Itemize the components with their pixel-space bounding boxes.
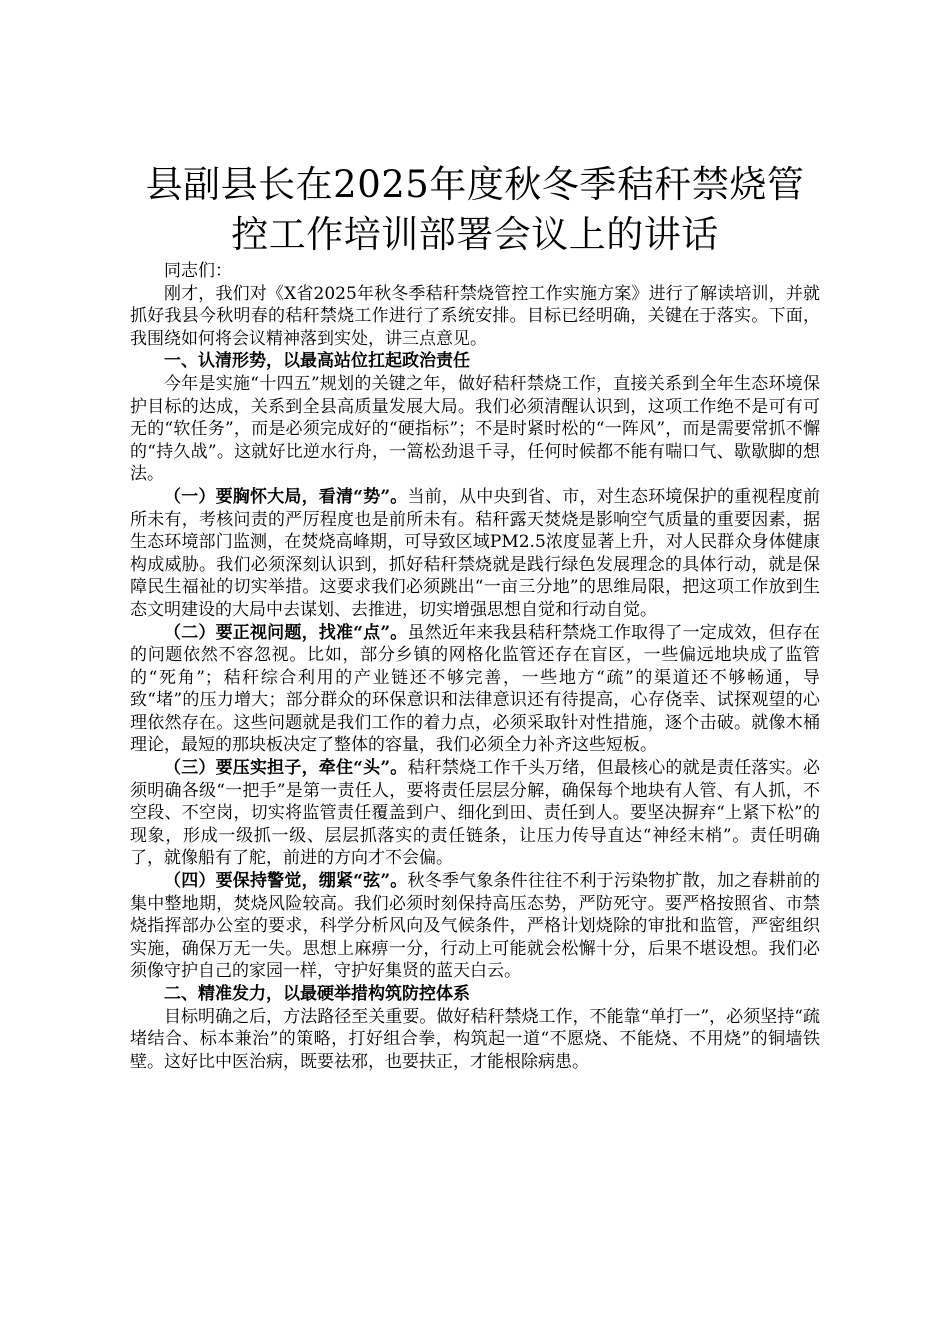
subsection-1-lead: （一）要胸怀大局，看清“势”。: [164, 486, 408, 507]
subsection-4-text: 秋冬季气象条件往往不利于污染物扩散，加之春耕前的集中整地期，焚烧风险较高。我们必须时刻保持高压态势，严防死守。要严格按照省、市禁烧指挥部办公室的要求，科学分析风向及气候条件，严格计划烧除的审批和监管，严密组织实施，确保万无一失。思想上麻痹一分，行动上可能就会松懈十分，后果不堪设想。我们必须像守护自己的家园一样，守护好集贤的蓝天白云。: [130, 871, 821, 982]
subsection-1-text: 当前，从中央到省、市，对生态环境保护的重视程度前所未有，考核问责的严厉程度也是前所未有。秸秆露天焚烧是影响空气质量的重要因素，据生态环境部门监测，在焚烧高峰期，可导致区域PM2.5浓度显著上升，对人民群众身体健康构成威胁。我们必须深刻认识到，抓好秸秆禁烧就是践行绿色发展理念的具体行动，就是保障民生福祉的切实举措。这要求我们必须跳出“一亩三分地”的思维局限，把这项工作放到生态文明建设的大局中去谋划、去推进，切实增强思想自觉和行动自觉。: [130, 486, 821, 620]
subsection-4: [130, 870, 820, 983]
section-1-heading: 一、认清形势，以最高站位扛起政治责任: [164, 351, 470, 372]
subsection-1: [130, 486, 820, 622]
section-2-heading: 二、精准发力，以最硬举措构筑防控体系: [164, 984, 470, 1004]
subsection-4-lead: （四）要保持警觉，绷紧“弦”。: [164, 871, 408, 892]
subsection-3-lead: （三）要压实担子，牵住“头”。: [164, 758, 408, 779]
salutation: 同志们：: [164, 261, 232, 281]
section-2-paragraph: 目标明确之后，方法路径至关重要。做好秸秆禁烧工作，不能靠“单打一”，必须坚持“疏堵结合、标本兼治”的策略，打好组合拳，构筑起一道“不愿烧、不能烧、不用烧”的铜墙铁壁。这好比中医治病，既要祛邪，也要扶正，才能根除病患。: [130, 1006, 820, 1072]
document-title: 县副县长在2025年度秋冬季秸秆禁烧管控工作培训部署会议上的讲话: [145, 163, 805, 256]
document-page: [130, 160, 820, 1073]
subsection-2-text: 虽然近年来我县秸秆禁烧工作取得了一定成效，但存在的问题依然不容忽视。比如，部分乡镇的网格化监管还存在盲区，一些偏远地块成了监管的“死角”；秸秆综合利用的产业链还不够完善，一些地方“疏”的渠道还不够畅通，导致“堵”的压力增大；部分群众的环保意识和法律意识还有待提高，心存侥幸、试探观望的心理依然存在。这些问题就是我们工作的着力点，必须采取针对性措施，逐个击破。就像木桶理论，最短的那块板决定了整体的容量，我们必须全力补齐这些短板。: [130, 622, 821, 756]
section-1-paragraph: 今年是实施“十四五”规划的关键之年，做好秸秆禁烧工作，直接关系到全年生态环境保护目标的达成，关系到全县高质量发展大局。我们必须清醒认识到，这项工作绝不是可有可无的“软任务”，而是必须完成好的“硬指标”；不是时紧时松的“一阵风”，而是需要常抓不懈的“持久战”。这就好比逆水行舟，一篙松劲退千寻，任何时候都不能有喘口气、歇歇脚的想法。: [130, 373, 820, 485]
subsection-3-text: 秸秆禁烧工作千头万绪，但最核心的就是责任落实。必须明确各级“一把手”是第一责任人，要将责任层层分解，确保每个地块有人管、有人抓，不空段、不空岗，切实将监管责任覆盖到户、细化到田、责任到人。要坚决摒弃“上紧下松”的现象，形成一级抓一级、层层抓落实的责任链条，让压力传导直达“神经末梢”。责任明确了，就像船有了舵，前进的方向才不会偏。: [130, 758, 821, 869]
intro-paragraph: 刚才，我们对《X省2025年秋冬季秸秆禁烧管控工作实施方案》进行了解读培训，并就抓好我县今秋明春的秸秆禁烧工作进行了系统安排。目标已经明确，关键在于落实。下面，我围绕如何将会议精神落到实处，讲三点意见。: [130, 283, 820, 349]
subsection-2: [130, 622, 820, 758]
subsection-3: [130, 757, 820, 870]
title-block: [130, 160, 820, 260]
subsection-2-lead: （二）要正视问题，找准“点”。: [164, 622, 408, 643]
